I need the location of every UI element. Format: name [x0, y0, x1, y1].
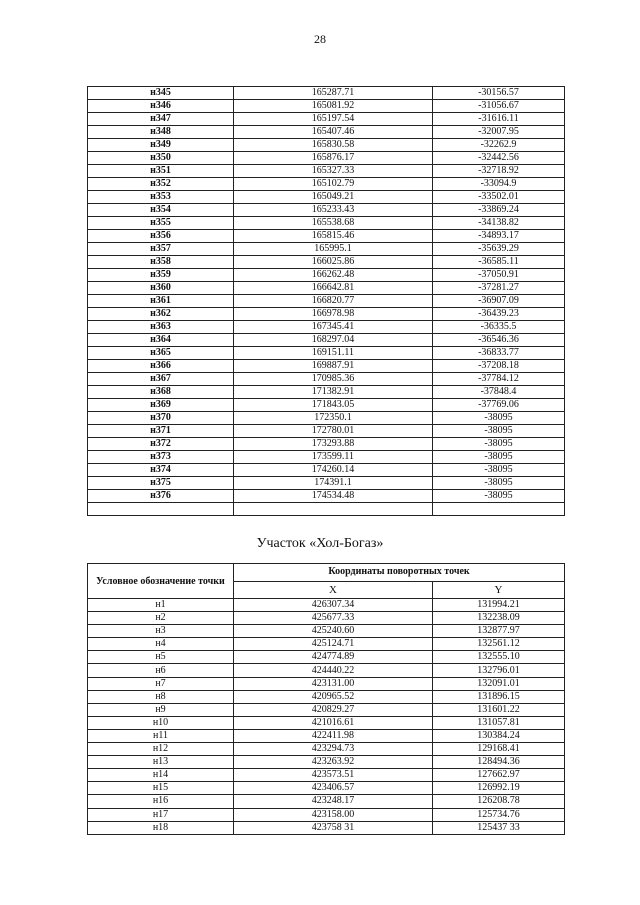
x-coordinate-cell: 424440.22 [234, 664, 433, 677]
point-name-cell: н360 [88, 282, 234, 295]
y-coordinate-cell: -36439.23 [433, 308, 565, 321]
point-name-cell: н369 [88, 399, 234, 412]
table-row [88, 425, 565, 438]
y-coordinate-cell: -33094.9 [433, 178, 565, 191]
section-title: Участок «Хол-Богаз» [256, 536, 384, 551]
point-name-cell: н362 [88, 308, 234, 321]
x-coordinate-cell: 166025.86 [234, 256, 433, 269]
point-name-cell: н367 [88, 373, 234, 386]
y-coordinate-cell: 125437 33 [433, 821, 565, 834]
y-coordinate-cell: 131057.81 [433, 716, 565, 729]
table-row [88, 477, 565, 490]
point-name-cell: н371 [88, 425, 234, 438]
x-coordinate-cell: 420829.27 [234, 703, 433, 716]
point-name-cell: н352 [88, 178, 234, 191]
header-point-label: Условное обозначение точки [88, 564, 234, 599]
x-coordinate-cell: 168297.04 [234, 334, 433, 347]
x-coordinate-cell: 423758 31 [234, 821, 433, 834]
table-row [88, 308, 565, 321]
x-coordinate-cell: 165830.58 [234, 139, 433, 152]
table-row [88, 334, 565, 347]
point-name-cell: н345 [88, 87, 234, 100]
x-coordinate-cell: 165102.79 [234, 178, 433, 191]
x-coordinate-cell: 165197.54 [234, 113, 433, 126]
table-row [88, 191, 565, 204]
table-row [88, 282, 565, 295]
point-name-cell: н359 [88, 269, 234, 282]
x-coordinate-cell [234, 503, 433, 516]
table-row [88, 729, 565, 742]
table-row [88, 412, 565, 425]
point-name-cell: н17 [88, 808, 234, 821]
x-coordinate-cell: 174391.1 [234, 477, 433, 490]
point-name-cell: н355 [88, 217, 234, 230]
table-row [88, 612, 565, 625]
x-coordinate-cell: 169151.11 [234, 347, 433, 360]
x-coordinate-cell: 166978.98 [234, 308, 433, 321]
table-row [88, 165, 565, 178]
y-coordinate-cell: 127662.97 [433, 769, 565, 782]
table-row [88, 664, 565, 677]
point-name-cell: н375 [88, 477, 234, 490]
x-coordinate-cell: 423158.00 [234, 808, 433, 821]
point-name-cell: н365 [88, 347, 234, 360]
y-coordinate-cell: 126992.19 [433, 782, 565, 795]
point-name-cell: н6 [88, 664, 234, 677]
header-coordinates: Координаты поворотных точек [234, 564, 565, 582]
point-name-cell: н11 [88, 729, 234, 742]
table-row [88, 638, 565, 651]
x-coordinate-cell: 170985.36 [234, 373, 433, 386]
x-coordinate-cell: 426307.34 [234, 599, 433, 612]
y-coordinate-cell: 131601.22 [433, 703, 565, 716]
point-name-cell: н348 [88, 126, 234, 139]
y-coordinate-cell [433, 503, 565, 516]
page-number: 28 [314, 32, 326, 46]
x-coordinate-cell: 174260.14 [234, 464, 433, 477]
y-coordinate-cell: -36833.77 [433, 347, 565, 360]
y-coordinate-cell: 129168.41 [433, 743, 565, 756]
point-name-cell: н357 [88, 243, 234, 256]
table-row [88, 87, 565, 100]
y-coordinate-cell: -37050.91 [433, 269, 565, 282]
x-coordinate-cell: 165081.92 [234, 100, 433, 113]
x-coordinate-cell: 165538.68 [234, 217, 433, 230]
coordinates-table-2-body [88, 599, 565, 835]
y-coordinate-cell: 132555.10 [433, 651, 565, 664]
table-row [88, 703, 565, 716]
x-coordinate-cell: 171843.05 [234, 399, 433, 412]
y-coordinate-cell: -36335.5 [433, 321, 565, 334]
y-coordinate-cell: 125734.76 [433, 808, 565, 821]
table-row [88, 490, 565, 503]
y-coordinate-cell: -33869.24 [433, 204, 565, 217]
point-name-cell: н366 [88, 360, 234, 373]
point-name-cell: н353 [88, 191, 234, 204]
point-name-cell: н12 [88, 743, 234, 756]
x-coordinate-cell: 166820.77 [234, 295, 433, 308]
x-coordinate-cell: 172350.1 [234, 412, 433, 425]
point-name-cell: н346 [88, 100, 234, 113]
x-coordinate-cell: 171382.91 [234, 386, 433, 399]
x-coordinate-cell: 423131.00 [234, 677, 433, 690]
coordinates-table-1 [87, 86, 565, 516]
y-coordinate-cell: -37281.27 [433, 282, 565, 295]
x-coordinate-cell: 165876.17 [234, 152, 433, 165]
table-row [88, 230, 565, 243]
y-coordinate-cell: -38095 [433, 477, 565, 490]
x-coordinate-cell: 421016.61 [234, 716, 433, 729]
y-coordinate-cell: -35639.29 [433, 243, 565, 256]
y-coordinate-cell: -32442.56 [433, 152, 565, 165]
y-coordinate-cell: 132091.01 [433, 677, 565, 690]
y-coordinate-cell: -32718.92 [433, 165, 565, 178]
x-coordinate-cell: 165407.46 [234, 126, 433, 139]
point-name-cell: н8 [88, 690, 234, 703]
y-coordinate-cell: -38095 [433, 412, 565, 425]
table-row [88, 360, 565, 373]
x-coordinate-cell: 425124.71 [234, 638, 433, 651]
y-coordinate-cell: -34138.82 [433, 217, 565, 230]
table-row [88, 100, 565, 113]
point-name-cell: н4 [88, 638, 234, 651]
y-coordinate-cell: -32007.95 [433, 126, 565, 139]
x-coordinate-cell: 165995.1 [234, 243, 433, 256]
table-row [88, 438, 565, 451]
x-coordinate-cell: 165233.43 [234, 204, 433, 217]
table-header-row [88, 564, 565, 582]
point-name-cell: н18 [88, 821, 234, 834]
y-coordinate-cell: 132238.09 [433, 612, 565, 625]
table-row [88, 599, 565, 612]
table-row [88, 503, 565, 516]
point-name-cell: н376 [88, 490, 234, 503]
table-row [88, 321, 565, 334]
y-coordinate-cell: -33502.01 [433, 191, 565, 204]
y-coordinate-cell: -38095 [433, 438, 565, 451]
table-row [88, 821, 565, 834]
table-row [88, 399, 565, 412]
point-name-cell: н368 [88, 386, 234, 399]
y-coordinate-cell: -36907.09 [433, 295, 565, 308]
table-row [88, 347, 565, 360]
y-coordinate-cell: -36585.11 [433, 256, 565, 269]
x-coordinate-cell: 424774.89 [234, 651, 433, 664]
point-name-cell: н347 [88, 113, 234, 126]
point-name-cell: н14 [88, 769, 234, 782]
point-name-cell: н364 [88, 334, 234, 347]
x-coordinate-cell: 169887.91 [234, 360, 433, 373]
coordinates-table-1-body [88, 87, 565, 516]
x-coordinate-cell: 425240.60 [234, 625, 433, 638]
x-coordinate-cell: 173293.88 [234, 438, 433, 451]
x-coordinate-cell: 166642.81 [234, 282, 433, 295]
y-coordinate-cell: -38095 [433, 451, 565, 464]
point-name-cell: н356 [88, 230, 234, 243]
point-name-cell: н9 [88, 703, 234, 716]
y-coordinate-cell: 132561.12 [433, 638, 565, 651]
table-row [88, 243, 565, 256]
table-row [88, 625, 565, 638]
x-coordinate-cell: 423294.73 [234, 743, 433, 756]
point-name-cell: н373 [88, 451, 234, 464]
y-coordinate-cell: 130384.24 [433, 729, 565, 742]
y-coordinate-cell: -30156.57 [433, 87, 565, 100]
point-name-cell: н361 [88, 295, 234, 308]
x-coordinate-cell: 172780.01 [234, 425, 433, 438]
point-name-cell: н3 [88, 625, 234, 638]
x-coordinate-cell: 423406.57 [234, 782, 433, 795]
table-row [88, 651, 565, 664]
table-row [88, 808, 565, 821]
point-name-cell: н16 [88, 795, 234, 808]
table-row [88, 269, 565, 282]
header-x: X [234, 581, 433, 599]
table-row [88, 451, 565, 464]
table-row [88, 743, 565, 756]
y-coordinate-cell: -38095 [433, 464, 565, 477]
y-coordinate-cell: -36546.36 [433, 334, 565, 347]
table-row [88, 690, 565, 703]
point-name-cell: н13 [88, 756, 234, 769]
point-name-cell: н15 [88, 782, 234, 795]
x-coordinate-cell: 420965.52 [234, 690, 433, 703]
x-coordinate-cell: 165287.71 [234, 87, 433, 100]
y-coordinate-cell: -37784.12 [433, 373, 565, 386]
table-row [88, 139, 565, 152]
y-coordinate-cell: -38095 [433, 425, 565, 438]
x-coordinate-cell: 165327.33 [234, 165, 433, 178]
point-name-cell: н358 [88, 256, 234, 269]
point-name-cell: н7 [88, 677, 234, 690]
table-row [88, 464, 565, 477]
x-coordinate-cell: 423248.17 [234, 795, 433, 808]
table-row [88, 677, 565, 690]
x-coordinate-cell: 423573.51 [234, 769, 433, 782]
point-name-cell: н374 [88, 464, 234, 477]
x-coordinate-cell: 173599.11 [234, 451, 433, 464]
x-coordinate-cell: 167345.41 [234, 321, 433, 334]
coordinates-table-2 [87, 563, 565, 835]
table-row [88, 386, 565, 399]
point-name-cell: н351 [88, 165, 234, 178]
y-coordinate-cell: -37208.18 [433, 360, 565, 373]
table-row [88, 373, 565, 386]
table-row [88, 256, 565, 269]
table-row [88, 178, 565, 191]
table-row [88, 152, 565, 165]
point-name-cell: н372 [88, 438, 234, 451]
y-coordinate-cell: -31616.11 [433, 113, 565, 126]
table-row [88, 295, 565, 308]
table-row [88, 204, 565, 217]
table-row [88, 782, 565, 795]
x-coordinate-cell: 166262.48 [234, 269, 433, 282]
y-coordinate-cell: -37848.4 [433, 386, 565, 399]
y-coordinate-cell: -38095 [433, 490, 565, 503]
point-name-cell: н10 [88, 716, 234, 729]
point-name-cell: н2 [88, 612, 234, 625]
y-coordinate-cell: -34893.17 [433, 230, 565, 243]
point-name-cell [88, 503, 234, 516]
table-row [88, 126, 565, 139]
point-name-cell: н5 [88, 651, 234, 664]
x-coordinate-cell: 174534.48 [234, 490, 433, 503]
point-name-cell: н1 [88, 599, 234, 612]
table-row [88, 795, 565, 808]
y-coordinate-cell: -32262.9 [433, 139, 565, 152]
y-coordinate-cell: 131896.15 [433, 690, 565, 703]
point-name-cell: н354 [88, 204, 234, 217]
header-y: Y [433, 581, 565, 599]
point-name-cell: н370 [88, 412, 234, 425]
table-row [88, 113, 565, 126]
table-row [88, 769, 565, 782]
x-coordinate-cell: 165815.46 [234, 230, 433, 243]
table-row [88, 716, 565, 729]
y-coordinate-cell: 132877.97 [433, 625, 565, 638]
y-coordinate-cell: -31056.67 [433, 100, 565, 113]
point-name-cell: н350 [88, 152, 234, 165]
table-row [88, 217, 565, 230]
y-coordinate-cell: 128494.36 [433, 756, 565, 769]
table-row [88, 756, 565, 769]
x-coordinate-cell: 423263.92 [234, 756, 433, 769]
y-coordinate-cell: 131994.21 [433, 599, 565, 612]
x-coordinate-cell: 425677.33 [234, 612, 433, 625]
y-coordinate-cell: -37769.06 [433, 399, 565, 412]
y-coordinate-cell: 132796.01 [433, 664, 565, 677]
point-name-cell: н363 [88, 321, 234, 334]
x-coordinate-cell: 422411.98 [234, 729, 433, 742]
point-name-cell: н349 [88, 139, 234, 152]
y-coordinate-cell: 126208.78 [433, 795, 565, 808]
x-coordinate-cell: 165049.21 [234, 191, 433, 204]
